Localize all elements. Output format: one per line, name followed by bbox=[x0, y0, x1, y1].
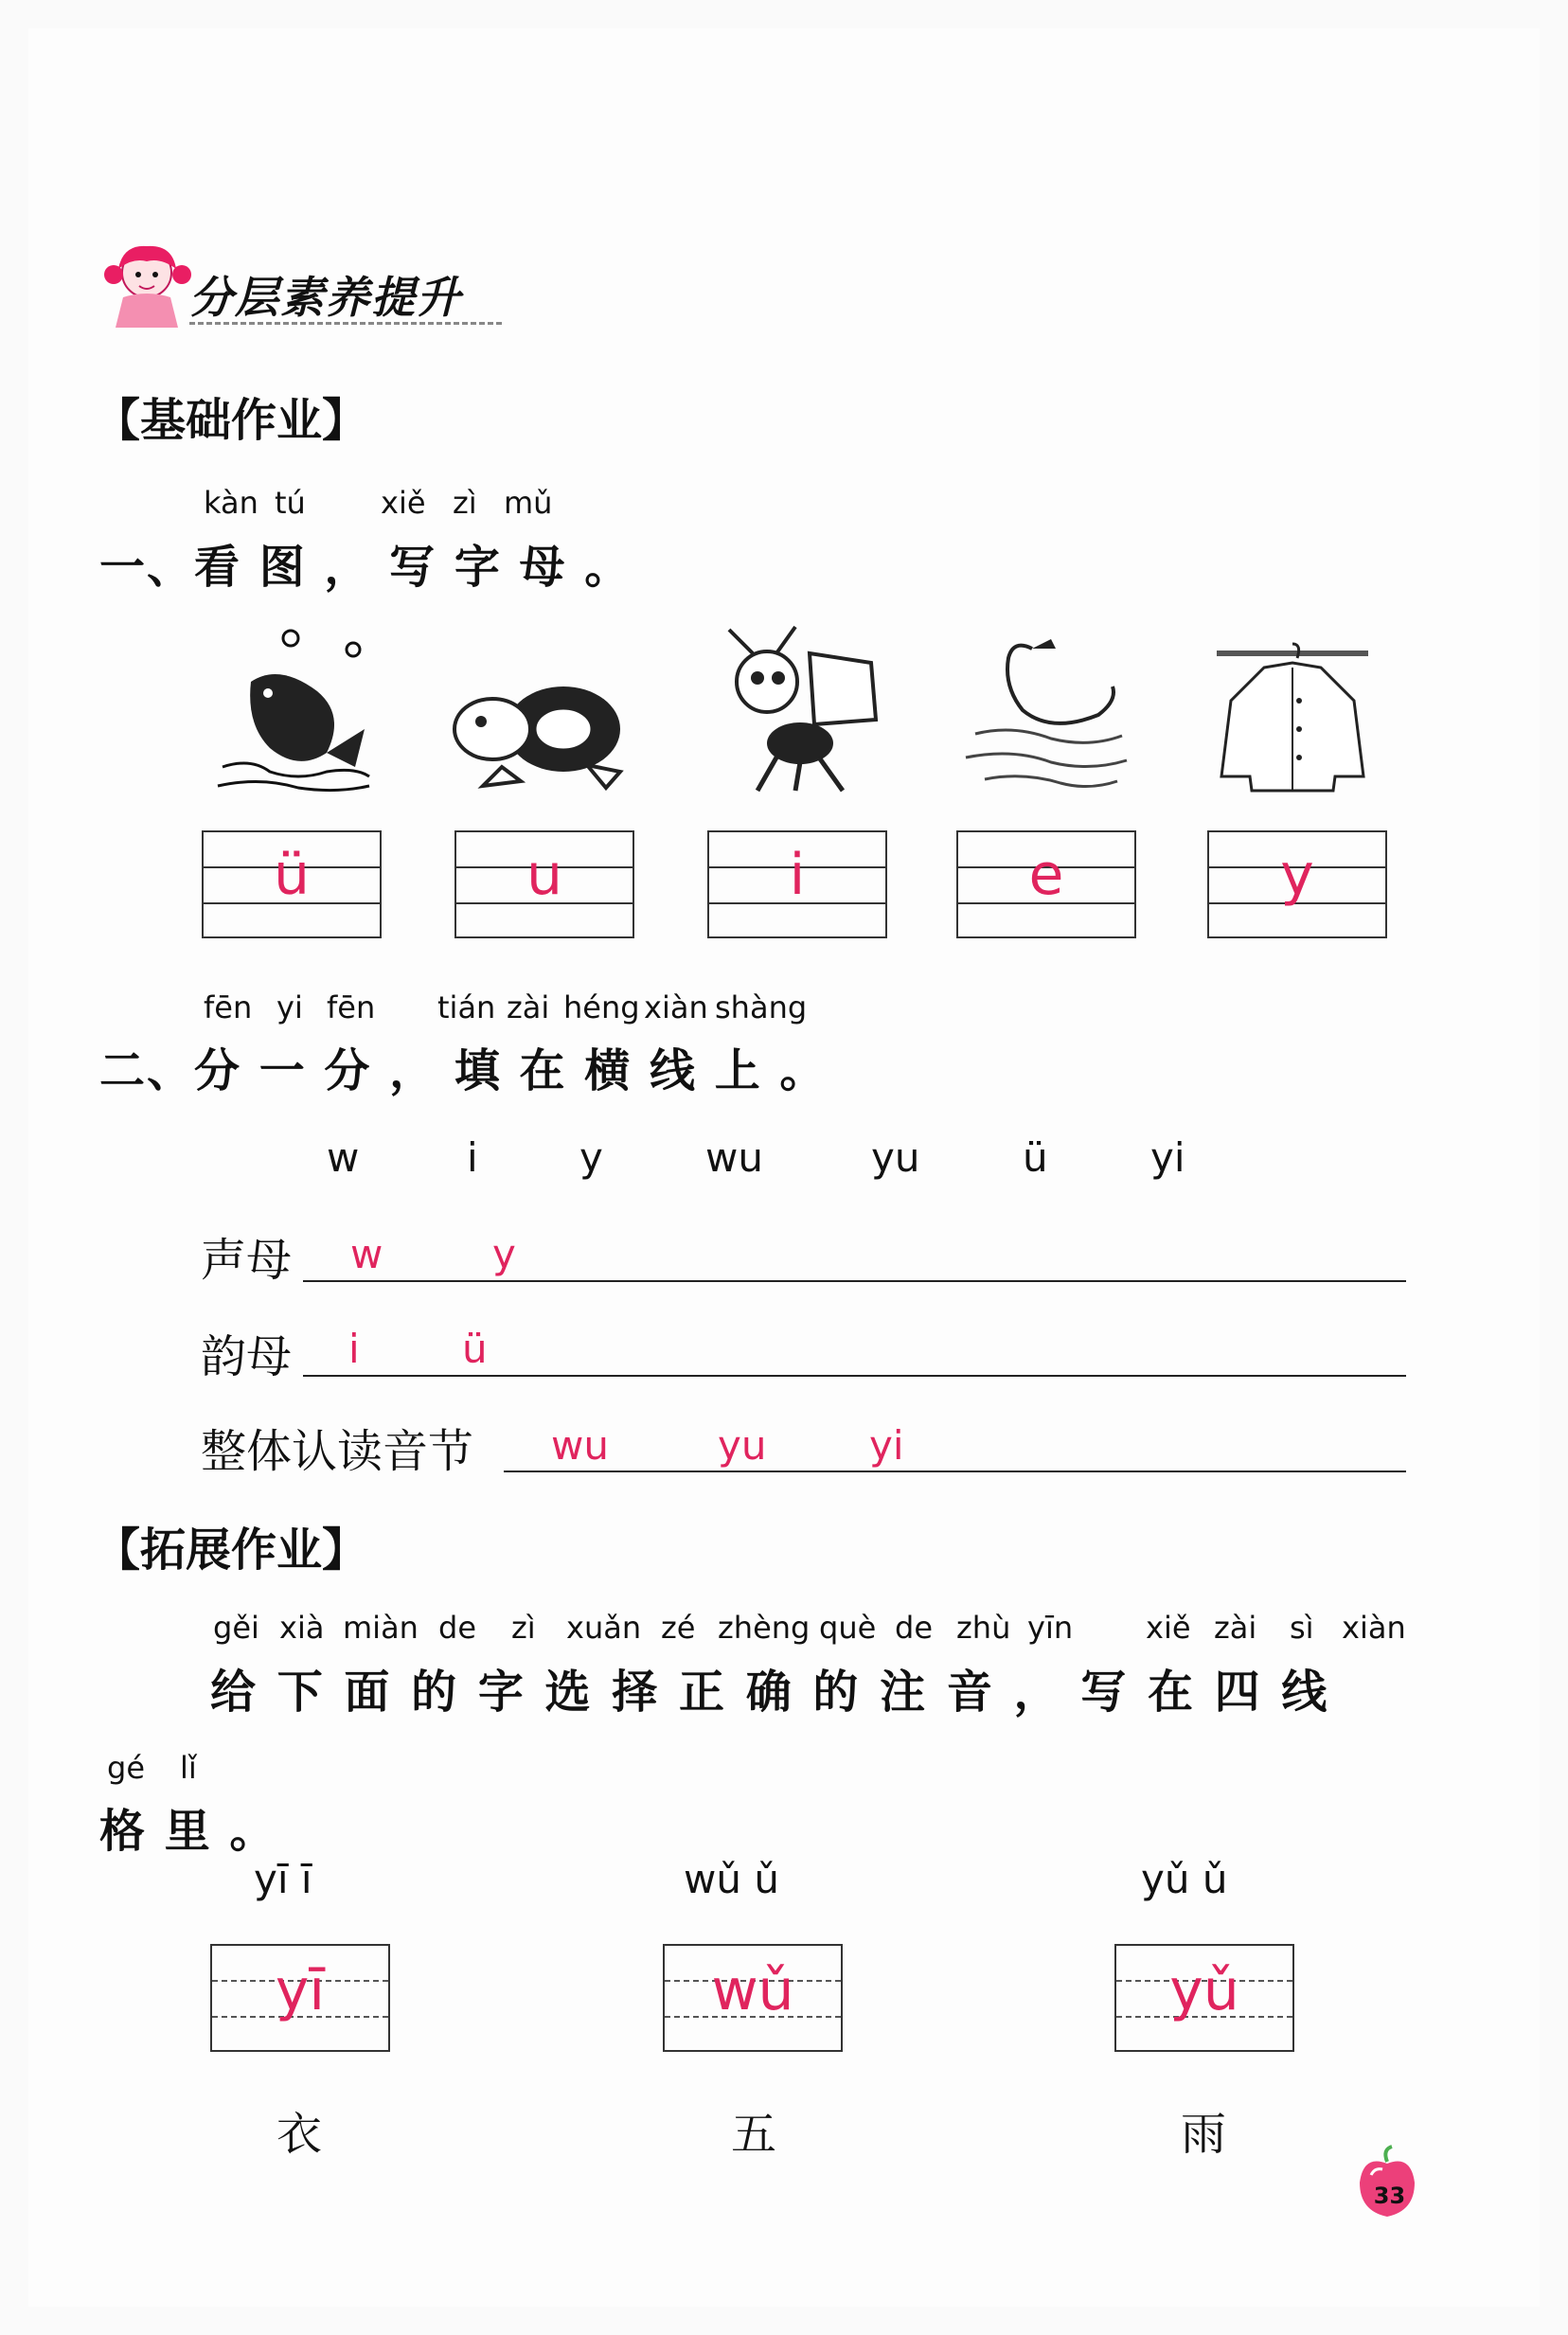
pinyin: zì bbox=[511, 1610, 536, 1646]
fish-icon bbox=[213, 625, 374, 795]
answer-box[interactable] bbox=[202, 830, 382, 938]
pinyin: xiàn bbox=[644, 989, 708, 1025]
pinyin: xuǎn bbox=[566, 1610, 642, 1646]
pinyin: héng bbox=[563, 989, 640, 1025]
pinyin: què bbox=[819, 1610, 877, 1646]
pinyin: mǔ bbox=[504, 485, 553, 521]
pinyin: zài bbox=[1214, 1610, 1257, 1646]
answer-value: yī bbox=[275, 1957, 326, 2023]
pinyin: zhèng bbox=[718, 1610, 811, 1646]
option: i bbox=[467, 1134, 478, 1181]
goose-icon bbox=[956, 620, 1136, 800]
pinyin: tú bbox=[275, 485, 306, 521]
answer-box[interactable] bbox=[707, 830, 887, 938]
row-answer: yu bbox=[718, 1422, 767, 1469]
answer-value: i bbox=[789, 842, 806, 908]
shirt-icon bbox=[1212, 634, 1373, 795]
option: y bbox=[579, 1134, 603, 1181]
row-answer: ü bbox=[462, 1326, 488, 1372]
pinyin: de bbox=[895, 1610, 933, 1646]
row-answer: wu bbox=[551, 1422, 609, 1469]
pinyin: xiě bbox=[381, 485, 426, 521]
banner-underline bbox=[189, 322, 502, 325]
pinyin: xiàn bbox=[1342, 1610, 1406, 1646]
option: wu bbox=[705, 1134, 763, 1181]
pinyin: lǐ bbox=[180, 1750, 197, 1786]
pinyin: yi bbox=[276, 989, 303, 1025]
fill-line[interactable] bbox=[303, 1375, 1406, 1377]
answer-box[interactable] bbox=[1207, 830, 1387, 938]
pinyin: zài bbox=[507, 989, 550, 1025]
answer-value: wǔ bbox=[711, 1957, 794, 2023]
section-basic-title: 【基础作业】 bbox=[95, 394, 368, 447]
row-answer: i bbox=[348, 1326, 360, 1372]
question-1-text: 一、看 图 ， 写 字 母 。 bbox=[99, 541, 633, 594]
pinyin: kàn bbox=[204, 485, 258, 521]
pinyin-choices: yǔ ǔ bbox=[1141, 1856, 1228, 1902]
pinyin: fēn bbox=[204, 989, 253, 1025]
section-ext-title: 【拓展作业】 bbox=[95, 1524, 368, 1577]
answer-value: u bbox=[526, 842, 563, 908]
pinyin: sì bbox=[1290, 1610, 1314, 1646]
pinyin: zì bbox=[453, 485, 477, 521]
pinyin: de bbox=[438, 1610, 476, 1646]
answer-box[interactable] bbox=[663, 1944, 843, 2052]
pinyin: gé bbox=[107, 1750, 145, 1786]
girl-mascot-icon bbox=[95, 237, 199, 331]
row-answer: w bbox=[350, 1231, 383, 1277]
row-label: 韵母 bbox=[201, 1330, 293, 1383]
pinyin: gěi bbox=[213, 1610, 259, 1646]
answer-value: yǔ bbox=[1169, 1957, 1239, 2023]
fill-line[interactable] bbox=[504, 1471, 1406, 1472]
pinyin: zhù bbox=[956, 1610, 1011, 1646]
row-label: 整体认读音节 bbox=[201, 1425, 474, 1478]
question-2-text: 二、分 一 分 ， 填 在 横 线 上 。 bbox=[99, 1044, 828, 1097]
pinyin: miàn bbox=[343, 1610, 419, 1646]
turtle-icon bbox=[445, 663, 634, 795]
pinyin: tián bbox=[437, 989, 496, 1025]
row-answer: y bbox=[492, 1231, 516, 1277]
pinyin: xià bbox=[279, 1610, 325, 1646]
pinyin-choices: wǔ ǔ bbox=[684, 1856, 779, 1902]
pinyin: xiě bbox=[1146, 1610, 1191, 1646]
answer-box[interactable] bbox=[210, 1944, 390, 2052]
pinyin: shàng bbox=[715, 989, 808, 1025]
fill-line[interactable] bbox=[303, 1280, 1406, 1282]
option: w bbox=[327, 1134, 360, 1181]
question-3-text-cont: 格 里 。 bbox=[99, 1805, 277, 1858]
pinyin: zé bbox=[661, 1610, 696, 1646]
question-3-text: 给 下 面 的 字 选 择 正 确 的 注 音 ， 写 在 四 线 bbox=[210, 1666, 1330, 1719]
ant-icon bbox=[701, 615, 890, 795]
answer-value: ü bbox=[273, 842, 311, 908]
answer-value: e bbox=[1028, 842, 1064, 908]
pinyin: fēn bbox=[327, 989, 376, 1025]
answer-box[interactable] bbox=[1114, 1944, 1294, 2052]
hanzi: 雨 bbox=[1181, 2108, 1227, 2161]
answer-box[interactable] bbox=[454, 830, 634, 938]
page-number: 33 bbox=[1373, 2183, 1406, 2209]
row-answer: yi bbox=[869, 1422, 904, 1469]
hanzi: 衣 bbox=[276, 2108, 323, 2161]
option: yu bbox=[871, 1134, 920, 1181]
pinyin-choices: yī ī bbox=[254, 1856, 312, 1902]
hanzi: 五 bbox=[731, 2108, 777, 2161]
option: yi bbox=[1150, 1134, 1185, 1181]
option: ü bbox=[1023, 1134, 1048, 1181]
answer-value: y bbox=[1280, 842, 1314, 908]
row-label: 声母 bbox=[201, 1234, 293, 1287]
answer-box[interactable] bbox=[956, 830, 1136, 938]
banner-title: 分层素养提升 bbox=[189, 272, 462, 323]
pinyin: yīn bbox=[1027, 1610, 1074, 1646]
